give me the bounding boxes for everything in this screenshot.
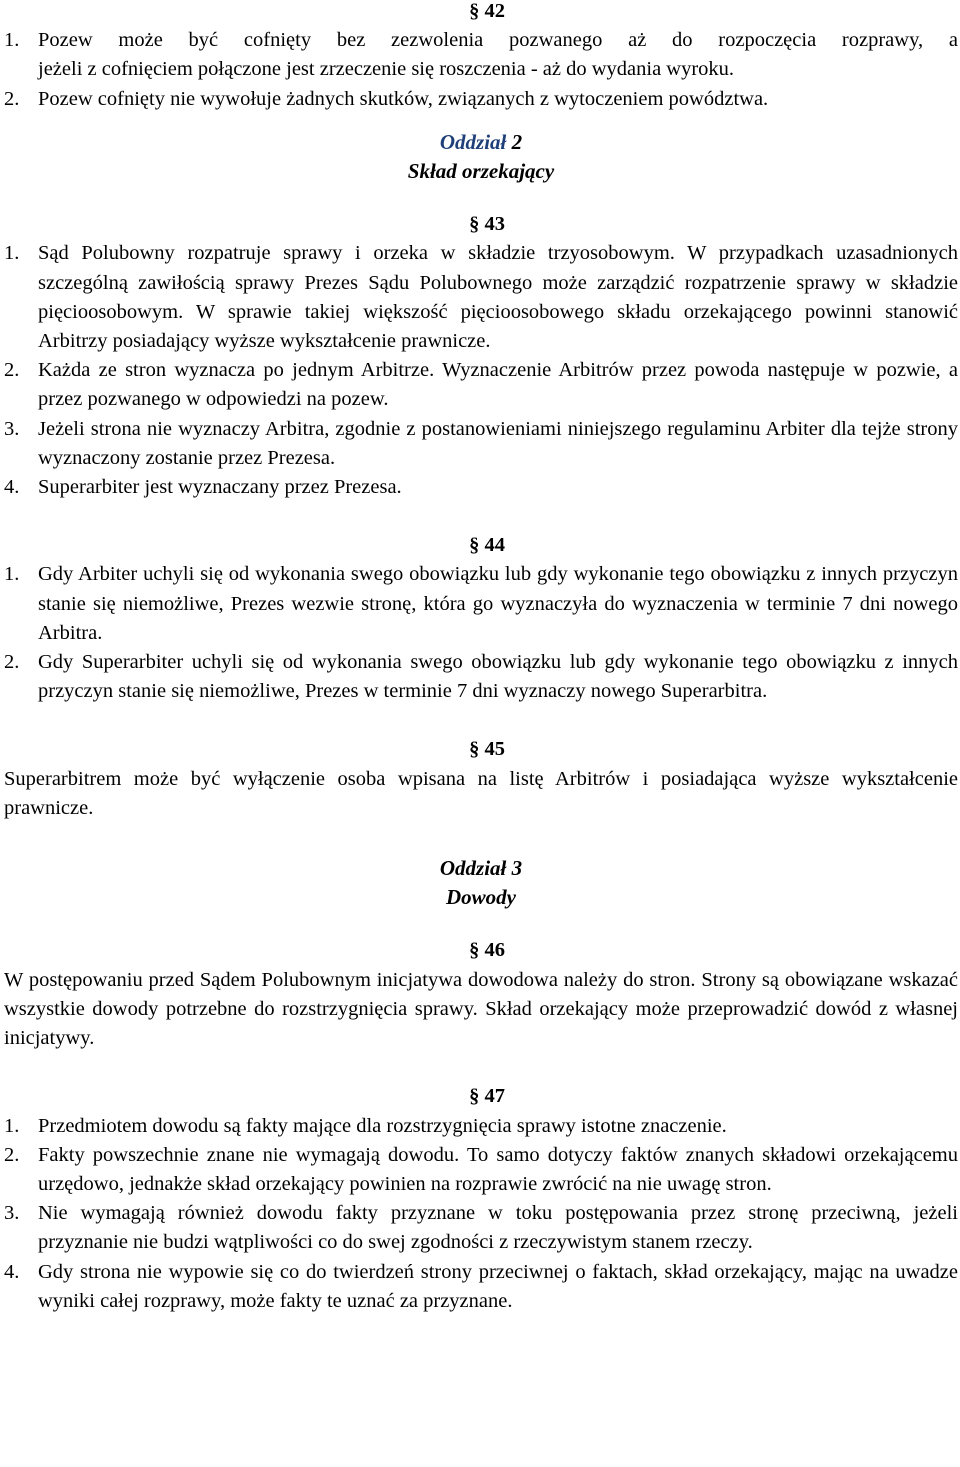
paragraph-47-item-4	[4, 1258, 958, 1316]
item-text: Gdy Superarbiter uchyli się od wykonania swego obowiązku lub gdy wykonanie tego obowiązku z innych przyczyn stanie się niemożliwe, Prezes w terminie 7 dni wyznaczy nowego Superarbitra.	[38, 651, 958, 703]
item-number: 1.	[4, 563, 20, 586]
section-3-line-1: Oddział 3	[439, 856, 523, 881]
item-number: 2.	[4, 651, 20, 674]
item-text: Superarbiter jest wyznaczany przez Prezesa.	[38, 476, 402, 499]
item-number: 1.	[4, 1114, 20, 1137]
item-number: 3.	[4, 1202, 20, 1225]
item-number: 4.	[4, 1260, 20, 1283]
paragraph-47-item-3	[4, 1199, 958, 1257]
item-number: 3.	[4, 417, 20, 440]
paragraph-43-item-2	[4, 356, 958, 414]
paragraph-43-item-1	[4, 239, 958, 356]
paragraph-46-text: W postępowaniu przed Sądem Polubownym inicjatywa dowodowa należy do stron. Strony są obowiązane wskazać wszystkie dowody potrzebne do rozstrzygnięcia sprawy. Skład orzekający może przeprowadzić dowód z własnej inicjatywy.	[4, 968, 958, 1050]
section-2-heading	[4, 128, 958, 186]
paragraph-42-item-1	[4, 26, 958, 55]
item-number: 4.	[4, 476, 20, 499]
paragraph-47-title: § 47	[469, 1085, 505, 1108]
paragraph-42-item-1-cont	[4, 55, 958, 84]
paragraph-44-title: § 44	[469, 534, 505, 557]
item-text: Gdy strona nie wypowie się co do twierdzeń strony przeciwnej o faktach, skład orzekający, mając na uwadze wyniki całej rozprawy, może fakty te uznać za przyznane.	[38, 1260, 958, 1312]
item-text: Pozew może być cofnięty bez zezwolenia pozwanego aż do rozpoczęcia rozprawy, a	[38, 29, 958, 52]
item-number: 1.	[4, 29, 20, 52]
section-2-line-2: Skład orzekający	[407, 159, 555, 184]
item-number: 2.	[4, 359, 20, 382]
item-text: Gdy Arbiter uchyli się od wykonania swego obowiązku lub gdy wykonanie tego obowiązku z innych przyczyn stanie się niemożliwe, Prezes wezwie stronę, która go wyznaczyła do wyznaczenia w terminie 7 dni nowego Arbitra.	[38, 563, 958, 644]
item-number: 1.	[4, 242, 20, 265]
paragraph-45-text: Superarbitrem może być wyłączenie osoba wpisana na listę Arbitrów i posiadająca wyższe wykształcenie prawnicze.	[4, 767, 958, 819]
paragraph-43-item-3	[4, 415, 958, 473]
item-text: Fakty powszechnie znane nie wymagają dowodu. To samo dotyczy faktów znanych składowi orzekającemu urzędowo, jednakże skład orzekający powinien na rozprawie zwrócić na nie uwagę stron.	[38, 1143, 958, 1195]
section-2-number: 2	[511, 129, 523, 154]
item-text: Jeżeli strona nie wyznaczy Arbitra, zgodnie z postanowieniami niniejszego regulaminu Arbiter dla tejże strony wyznaczony zostanie przez Prezesa.	[38, 417, 958, 469]
item-text: Nie wymagają również dowodu fakty przyznane w toku postępowania przez stronę przeciwną, jeżeli przyznanie nie budzi wątpliwości co do swej zgodności z rzeczywistym stanem rzeczy.	[38, 1202, 958, 1254]
paragraph-45-title: § 45	[469, 738, 505, 761]
section-3-heading	[4, 854, 958, 912]
item-text: Pozew cofnięty nie wywołuje żadnych skutków, związanych z wytoczeniem powództwa.	[38, 87, 769, 110]
paragraph-42-title: § 42	[469, 0, 505, 22]
paragraph-44-item-1	[4, 560, 958, 648]
section-2-line-1	[4, 128, 958, 157]
item-number: 2.	[4, 87, 20, 110]
paragraph-47-item-2	[4, 1141, 958, 1199]
item-text: jeżeli z cofnięciem połączone jest zrzeczenie się roszczenia - aż do wydania wyroku.	[38, 58, 735, 81]
section-2-word: Oddział	[439, 129, 507, 154]
item-text: Przedmiotem dowodu są fakty mające dla rozstrzygnięcia sprawy istotne znaczenie.	[38, 1114, 727, 1137]
paragraph-47-item-1	[4, 1112, 958, 1141]
paragraph-43-title: § 43	[469, 213, 505, 236]
item-text: Sąd Polubowny rozpatruje sprawy i orzeka w składzie trzyosobowym. W przypadkach uzasadnionych szczególną zawiłością sprawy Prezes Sądu Polubownego może zarządzić rozpatrzenie sprawy w składzie pięcioosobowym. W sprawie takiej większość pięcioosobowego składu orzekającego powinni stanowić Arbitrzy posiadający wyższe wykształcenie prawnicze.	[38, 242, 958, 353]
item-text: Każda ze stron wyznacza po jednym Arbitrze. Wyznaczenie Arbitrów przez powoda następuje w pozwie, a przez pozwanego w odpowiedzi na pozew.	[38, 359, 958, 411]
paragraph-42-item-2	[4, 85, 958, 114]
paragraph-43-item-4	[4, 473, 958, 502]
paragraph-44-item-2	[4, 648, 958, 706]
section-3-line-2: Dowody	[446, 885, 516, 910]
paragraph-46-title: § 46	[469, 939, 505, 962]
item-number: 2.	[4, 1143, 20, 1166]
